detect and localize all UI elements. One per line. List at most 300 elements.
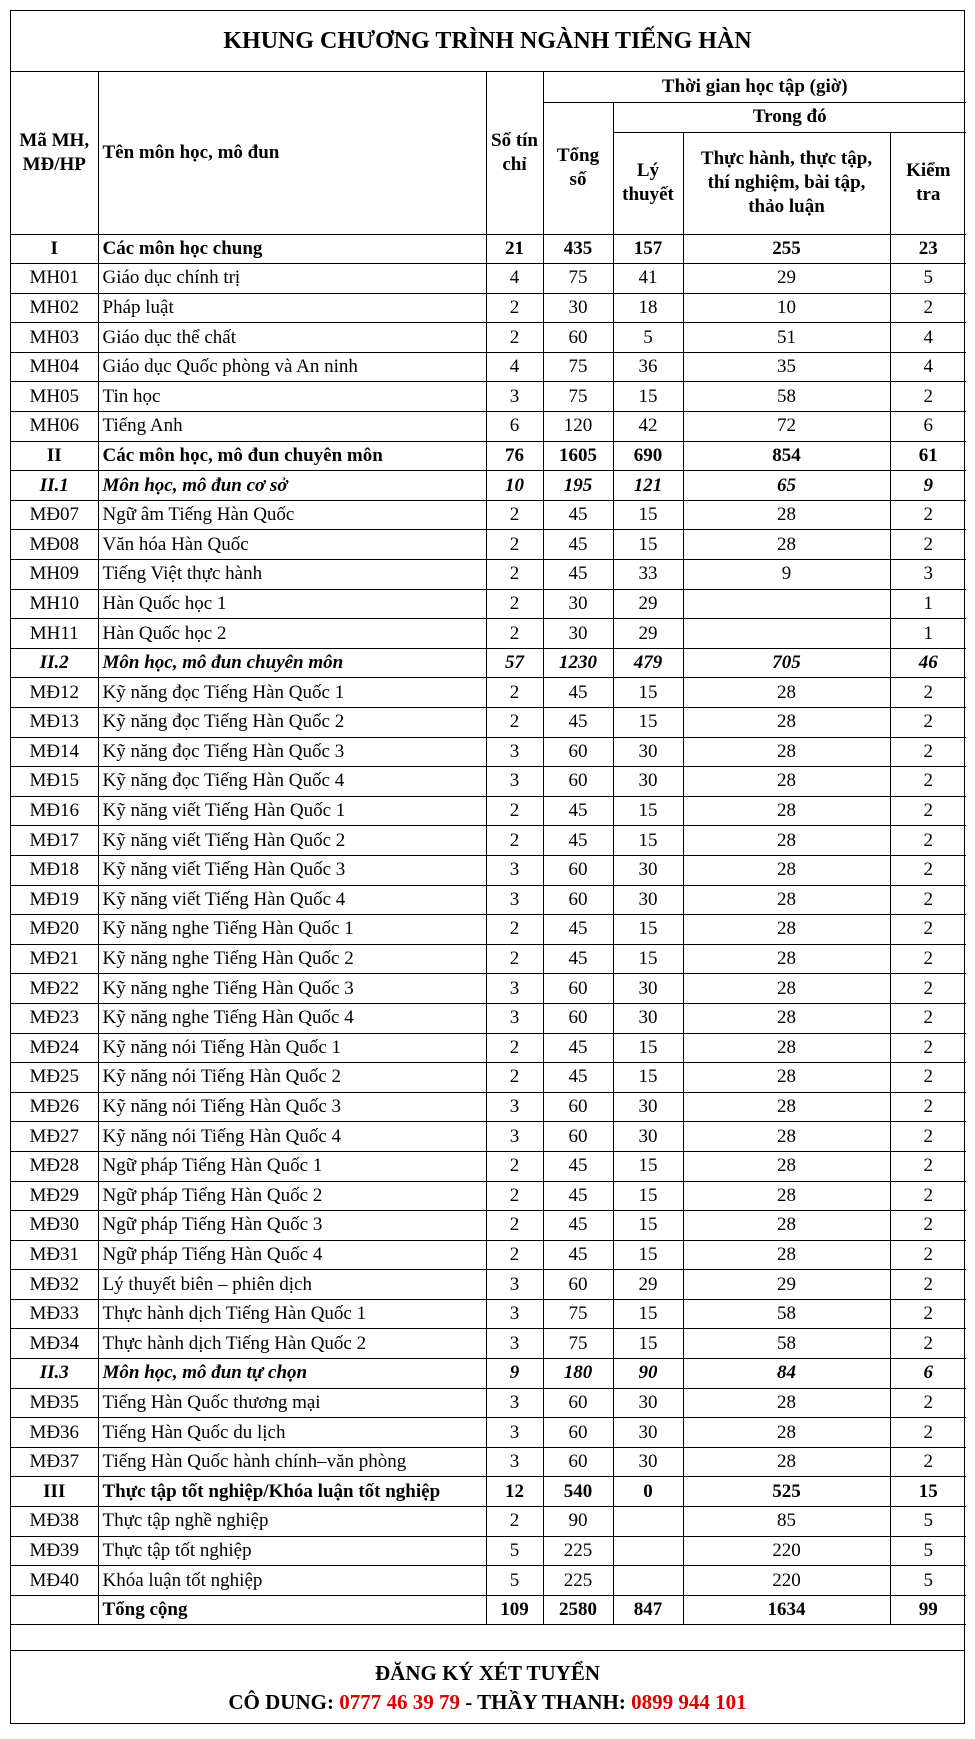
- cell-exam: 2: [890, 1033, 966, 1063]
- table-row: [11, 1418, 966, 1448]
- cell-name: Ngữ pháp Tiếng Hàn Quốc 2: [98, 1181, 486, 1211]
- cell-total: 1605: [543, 441, 613, 471]
- cell-credits: 2: [486, 1151, 543, 1181]
- table-row: [11, 737, 966, 767]
- cell-credits: 3: [486, 1092, 543, 1122]
- table-row: [11, 767, 966, 797]
- cell-exam: 23: [890, 234, 966, 264]
- cell-practice: 29: [683, 264, 890, 294]
- cell-code: MH03: [11, 323, 98, 353]
- cell-credits: 2: [486, 293, 543, 323]
- cell-total: 60: [543, 1418, 613, 1448]
- cell-name: Ngữ pháp Tiếng Hàn Quốc 3: [98, 1211, 486, 1241]
- cell-practice: 28: [683, 915, 890, 945]
- cell-total: 45: [543, 1063, 613, 1093]
- cell-total: 225: [543, 1566, 613, 1596]
- cell-total: 540: [543, 1477, 613, 1507]
- cell-exam: 2: [890, 1388, 966, 1418]
- group-row: [11, 234, 966, 264]
- cell-code: MĐ25: [11, 1063, 98, 1093]
- cell-theory: 15: [613, 1181, 683, 1211]
- cell-name: Kỹ năng nghe Tiếng Hàn Quốc 2: [98, 944, 486, 974]
- table-row: [11, 1329, 966, 1359]
- cell-credits: 2: [486, 1033, 543, 1063]
- contact1-phone[interactable]: 0777 46 39 79: [339, 1690, 460, 1714]
- cell-name: Thực hành dịch Tiếng Hàn Quốc 1: [98, 1299, 486, 1329]
- cell-code: MĐ22: [11, 974, 98, 1004]
- cell-credits: 2: [486, 678, 543, 708]
- table-body: [11, 234, 966, 1625]
- cell-code: MĐ32: [11, 1270, 98, 1300]
- page-title: KHUNG CHƯƠNG TRÌNH NGÀNH TIẾNG HÀN: [11, 11, 964, 72]
- header-theory: Lý thuyết: [613, 132, 683, 234]
- header-exam: Kiểm tra: [890, 132, 966, 234]
- cell-theory: 15: [613, 1329, 683, 1359]
- group-row: [11, 1595, 966, 1625]
- cell-name: Kỹ năng viết Tiếng Hàn Quốc 1: [98, 796, 486, 826]
- table-row: [11, 1566, 966, 1596]
- cell-theory: 15: [613, 826, 683, 856]
- cell-practice: 255: [683, 234, 890, 264]
- cell-theory: 15: [613, 500, 683, 530]
- cell-theory: 36: [613, 352, 683, 382]
- cell-credits: 57: [486, 648, 543, 678]
- cell-credits: 2: [486, 1211, 543, 1241]
- table-row: [11, 264, 966, 294]
- cell-code: MH01: [11, 264, 98, 294]
- cell-theory: 29: [613, 589, 683, 619]
- cell-theory: 15: [613, 1299, 683, 1329]
- cell-exam: 2: [890, 500, 966, 530]
- cell-code: II.2: [11, 648, 98, 678]
- cell-exam: 2: [890, 1418, 966, 1448]
- cell-total: 60: [543, 767, 613, 797]
- table-row: [11, 1151, 966, 1181]
- cell-code: MĐ40: [11, 1566, 98, 1596]
- cell-total: 45: [543, 944, 613, 974]
- cell-theory: 157: [613, 234, 683, 264]
- cell-total: 60: [543, 1270, 613, 1300]
- cell-exam: 5: [890, 1536, 966, 1566]
- cell-exam: 2: [890, 826, 966, 856]
- cell-credits: 3: [486, 1447, 543, 1477]
- header-total: Tổng số: [543, 102, 613, 234]
- cell-credits: 2: [486, 826, 543, 856]
- cell-name: Tiếng Việt thực hành: [98, 560, 486, 590]
- table-row: [11, 560, 966, 590]
- group-row: [11, 441, 966, 471]
- cell-exam: 2: [890, 293, 966, 323]
- cell-name: Tiếng Hàn Quốc du lịch: [98, 1418, 486, 1448]
- cell-credits: 2: [486, 323, 543, 353]
- cell-code: MĐ33: [11, 1299, 98, 1329]
- group-row: [11, 1477, 966, 1507]
- cell-name: Tiếng Hàn Quốc hành chính–văn phòng: [98, 1447, 486, 1477]
- cell-theory: 29: [613, 1270, 683, 1300]
- cell-name: Thực tập tốt nghiệp: [98, 1536, 486, 1566]
- cell-exam: 2: [890, 382, 966, 412]
- cell-practice: 28: [683, 1092, 890, 1122]
- cell-credits: 3: [486, 382, 543, 412]
- cell-practice: 28: [683, 1388, 890, 1418]
- cell-code: MĐ28: [11, 1151, 98, 1181]
- contact2-label: THẦY THANH:: [477, 1690, 632, 1714]
- cell-credits: 3: [486, 1299, 543, 1329]
- cell-credits: 5: [486, 1566, 543, 1596]
- cell-total: 45: [543, 1151, 613, 1181]
- cell-code: MĐ20: [11, 915, 98, 945]
- cell-code: MH09: [11, 560, 98, 590]
- cell-practice: 28: [683, 737, 890, 767]
- cell-exam: 2: [890, 767, 966, 797]
- cell-total: 45: [543, 1033, 613, 1063]
- cell-theory: 90: [613, 1359, 683, 1389]
- cell-total: 60: [543, 855, 613, 885]
- cell-code: MĐ30: [11, 1211, 98, 1241]
- cell-name: Kỹ năng nói Tiếng Hàn Quốc 1: [98, 1033, 486, 1063]
- cell-name: Môn học, mô đun tự chọn: [98, 1359, 486, 1389]
- cell-practice: 28: [683, 708, 890, 738]
- cell-credits: 6: [486, 412, 543, 442]
- header-name: Tên môn học, mô đun: [98, 72, 486, 234]
- cell-total: 60: [543, 1447, 613, 1477]
- cell-exam: 2: [890, 1447, 966, 1477]
- cell-credits: 3: [486, 1270, 543, 1300]
- table-row: [11, 382, 966, 412]
- cell-name: Ngữ âm Tiếng Hàn Quốc: [98, 500, 486, 530]
- cell-practice: 28: [683, 826, 890, 856]
- cell-name: Giáo dục Quốc phòng và An ninh: [98, 352, 486, 382]
- table-row: [11, 1240, 966, 1270]
- cell-exam: 2: [890, 708, 966, 738]
- cell-code: I: [11, 234, 98, 264]
- cell-practice: 28: [683, 1240, 890, 1270]
- cell-total: 1230: [543, 648, 613, 678]
- cell-credits: 2: [486, 1507, 543, 1537]
- cell-theory: 33: [613, 560, 683, 590]
- subgroup-row: [11, 471, 966, 501]
- cell-credits: 2: [486, 915, 543, 945]
- table-row: [11, 1536, 966, 1566]
- cell-name: Tổng cộng: [98, 1595, 486, 1625]
- table-row: [11, 885, 966, 915]
- cell-practice: 28: [683, 1447, 890, 1477]
- cell-exam: 2: [890, 885, 966, 915]
- cell-code: MH06: [11, 412, 98, 442]
- cell-practice: 28: [683, 1211, 890, 1241]
- cell-code: II: [11, 441, 98, 471]
- cell-name: Tin học: [98, 382, 486, 412]
- cell-practice: 28: [683, 678, 890, 708]
- cell-total: 75: [543, 1299, 613, 1329]
- table-row: [11, 708, 966, 738]
- cell-practice: 525: [683, 1477, 890, 1507]
- contact1-label: CÔ DUNG:: [228, 1690, 340, 1714]
- table-row: [11, 855, 966, 885]
- curriculum-table: [11, 72, 966, 1625]
- cell-practice: 28: [683, 974, 890, 1004]
- cell-total: 45: [543, 1211, 613, 1241]
- cell-theory: 5: [613, 323, 683, 353]
- cell-theory: 30: [613, 767, 683, 797]
- cell-theory: 0: [613, 1477, 683, 1507]
- table-row: [11, 944, 966, 974]
- cell-exam: 9: [890, 471, 966, 501]
- table-row: [11, 293, 966, 323]
- cell-code: MĐ26: [11, 1092, 98, 1122]
- cell-exam: 6: [890, 412, 966, 442]
- cell-code: MĐ18: [11, 855, 98, 885]
- cell-practice: 28: [683, 855, 890, 885]
- table-row: [11, 678, 966, 708]
- cell-exam: 2: [890, 1122, 966, 1152]
- cell-total: 60: [543, 1003, 613, 1033]
- cell-code: MĐ15: [11, 767, 98, 797]
- cell-name: Môn học, mô đun chuyên môn: [98, 648, 486, 678]
- cell-code: MĐ23: [11, 1003, 98, 1033]
- cell-theory: 15: [613, 382, 683, 412]
- cell-practice: 72: [683, 412, 890, 442]
- cell-credits: 3: [486, 1329, 543, 1359]
- cell-theory: 121: [613, 471, 683, 501]
- cell-exam: 2: [890, 1270, 966, 1300]
- cell-code: MĐ16: [11, 796, 98, 826]
- cell-practice: [683, 589, 890, 619]
- cell-exam: 15: [890, 1477, 966, 1507]
- cell-name: Thực hành dịch Tiếng Hàn Quốc 2: [98, 1329, 486, 1359]
- cell-exam: 61: [890, 441, 966, 471]
- cell-total: 75: [543, 352, 613, 382]
- table-row: [11, 1270, 966, 1300]
- cell-total: 60: [543, 1122, 613, 1152]
- cell-total: 45: [543, 500, 613, 530]
- cell-exam: 2: [890, 737, 966, 767]
- table-row: [11, 500, 966, 530]
- table-row: [11, 1507, 966, 1537]
- cell-name: Văn hóa Hàn Quốc: [98, 530, 486, 560]
- header-practice: Thực hành, thực tập, thí nghiệm, bài tập, thảo luận: [683, 132, 890, 234]
- cell-exam: 2: [890, 1329, 966, 1359]
- cell-total: 60: [543, 885, 613, 915]
- cell-practice: [683, 619, 890, 649]
- cell-total: 45: [543, 1181, 613, 1211]
- cell-credits: 3: [486, 1418, 543, 1448]
- cell-total: 120: [543, 412, 613, 442]
- cell-credits: 4: [486, 352, 543, 382]
- cell-credits: 2: [486, 1063, 543, 1093]
- cell-code: MĐ24: [11, 1033, 98, 1063]
- cell-theory: 15: [613, 1033, 683, 1063]
- cell-credits: 2: [486, 1181, 543, 1211]
- cell-theory: 15: [613, 1063, 683, 1093]
- cell-code: MĐ36: [11, 1418, 98, 1448]
- cell-total: 45: [543, 826, 613, 856]
- table-row: [11, 1211, 966, 1241]
- cell-code: MĐ39: [11, 1536, 98, 1566]
- cell-practice: 65: [683, 471, 890, 501]
- cell-name: Khóa luận tốt nghiệp: [98, 1566, 486, 1596]
- cell-practice: 28: [683, 1151, 890, 1181]
- cell-name: Giáo dục thể chất: [98, 323, 486, 353]
- cell-exam: 2: [890, 1299, 966, 1329]
- cell-exam: 99: [890, 1595, 966, 1625]
- cell-code: MĐ29: [11, 1181, 98, 1211]
- contact2-phone[interactable]: 0899 944 101: [631, 1690, 747, 1714]
- cell-credits: 12: [486, 1477, 543, 1507]
- cell-practice: 1634: [683, 1595, 890, 1625]
- cell-theory: 18: [613, 293, 683, 323]
- cell-practice: 854: [683, 441, 890, 471]
- cell-theory: 30: [613, 885, 683, 915]
- cell-name: Kỹ năng nói Tiếng Hàn Quốc 4: [98, 1122, 486, 1152]
- cell-practice: 29: [683, 1270, 890, 1300]
- cell-total: 195: [543, 471, 613, 501]
- cell-practice: 28: [683, 530, 890, 560]
- cell-code: MĐ38: [11, 1507, 98, 1537]
- cell-practice: 28: [683, 500, 890, 530]
- cell-credits: 2: [486, 589, 543, 619]
- cell-exam: 2: [890, 1003, 966, 1033]
- cell-name: Hàn Quốc học 2: [98, 619, 486, 649]
- table-row: [11, 915, 966, 945]
- header-credits: Số tín chỉ: [486, 72, 543, 234]
- table-row: [11, 1003, 966, 1033]
- cell-name: Kỹ năng nghe Tiếng Hàn Quốc 1: [98, 915, 486, 945]
- cell-theory: 30: [613, 1418, 683, 1448]
- cell-practice: 58: [683, 1329, 890, 1359]
- table-row: [11, 1299, 966, 1329]
- cell-total: 225: [543, 1536, 613, 1566]
- header-among: Trong đó: [613, 102, 966, 132]
- cell-practice: 51: [683, 323, 890, 353]
- cell-exam: 2: [890, 678, 966, 708]
- cell-credits: 109: [486, 1595, 543, 1625]
- table-row: [11, 1181, 966, 1211]
- cell-theory: 29: [613, 619, 683, 649]
- cell-theory: 30: [613, 1388, 683, 1418]
- cell-exam: 3: [890, 560, 966, 590]
- cell-theory: 30: [613, 1092, 683, 1122]
- cell-name: Môn học, mô đun cơ sở: [98, 471, 486, 501]
- cell-code: MĐ08: [11, 530, 98, 560]
- cell-practice: 28: [683, 885, 890, 915]
- cell-practice: 28: [683, 1063, 890, 1093]
- cell-exam: 1: [890, 589, 966, 619]
- cell-code: MH04: [11, 352, 98, 382]
- cell-name: Kỹ năng viết Tiếng Hàn Quốc 3: [98, 855, 486, 885]
- cell-total: 180: [543, 1359, 613, 1389]
- table-row: [11, 530, 966, 560]
- cell-total: 60: [543, 974, 613, 1004]
- cell-code: III: [11, 1477, 98, 1507]
- cell-theory: 847: [613, 1595, 683, 1625]
- cell-theory: 30: [613, 737, 683, 767]
- cell-total: 60: [543, 1388, 613, 1418]
- subgroup-row: [11, 648, 966, 678]
- cell-credits: 3: [486, 885, 543, 915]
- cell-practice: 28: [683, 1122, 890, 1152]
- cell-code: MĐ12: [11, 678, 98, 708]
- cell-exam: 2: [890, 1181, 966, 1211]
- cell-theory: 15: [613, 708, 683, 738]
- cell-credits: 3: [486, 767, 543, 797]
- cell-total: 90: [543, 1507, 613, 1537]
- cell-theory: 42: [613, 412, 683, 442]
- cell-practice: 28: [683, 1003, 890, 1033]
- cell-name: Thực tập tốt nghiệp/Khóa luận tốt nghiệp: [98, 1477, 486, 1507]
- cell-practice: 28: [683, 1033, 890, 1063]
- table-row: [11, 1388, 966, 1418]
- cell-exam: 5: [890, 264, 966, 294]
- cell-exam: 2: [890, 1240, 966, 1270]
- cell-exam: 4: [890, 323, 966, 353]
- cell-exam: 6: [890, 1359, 966, 1389]
- cell-exam: 2: [890, 1092, 966, 1122]
- cell-practice: 28: [683, 944, 890, 974]
- cell-theory: 479: [613, 648, 683, 678]
- cell-name: Kỹ năng đọc Tiếng Hàn Quốc 2: [98, 708, 486, 738]
- cell-credits: 9: [486, 1359, 543, 1389]
- cell-total: 60: [543, 1092, 613, 1122]
- cell-total: 45: [543, 1240, 613, 1270]
- cell-theory: 30: [613, 855, 683, 885]
- cell-credits: 2: [486, 619, 543, 649]
- cell-theory: 15: [613, 678, 683, 708]
- cell-theory: 41: [613, 264, 683, 294]
- cell-exam: 2: [890, 796, 966, 826]
- cell-exam: 46: [890, 648, 966, 678]
- cell-total: 45: [543, 796, 613, 826]
- table-row: [11, 412, 966, 442]
- table-row: [11, 1063, 966, 1093]
- cell-credits: 4: [486, 264, 543, 294]
- cell-name: Kỹ năng viết Tiếng Hàn Quốc 4: [98, 885, 486, 915]
- contact-line: [11, 1690, 964, 1715]
- table-row: [11, 352, 966, 382]
- cell-code: MĐ19: [11, 885, 98, 915]
- cell-credits: 3: [486, 737, 543, 767]
- cell-code: II.1: [11, 471, 98, 501]
- cell-code: MH05: [11, 382, 98, 412]
- table-row: [11, 974, 966, 1004]
- cell-name: Kỹ năng đọc Tiếng Hàn Quốc 3: [98, 737, 486, 767]
- cell-name: Kỹ năng đọc Tiếng Hàn Quốc 4: [98, 767, 486, 797]
- cell-theory: [613, 1536, 683, 1566]
- cell-practice: 220: [683, 1566, 890, 1596]
- cell-name: Thực tập nghề nghiệp: [98, 1507, 486, 1537]
- cell-practice: 58: [683, 382, 890, 412]
- cell-name: Các môn học, mô đun chuyên môn: [98, 441, 486, 471]
- table-row: [11, 619, 966, 649]
- cell-credits: 5: [486, 1536, 543, 1566]
- cell-theory: 15: [613, 1211, 683, 1241]
- cell-name: Các môn học chung: [98, 234, 486, 264]
- cell-credits: 2: [486, 796, 543, 826]
- cell-theory: 15: [613, 796, 683, 826]
- cell-theory: 15: [613, 944, 683, 974]
- table-row: [11, 1447, 966, 1477]
- cell-exam: 2: [890, 1211, 966, 1241]
- cell-credits: 2: [486, 560, 543, 590]
- cell-code: MĐ35: [11, 1388, 98, 1418]
- cell-code: MĐ07: [11, 500, 98, 530]
- header-time: Thời gian học tập (giờ): [543, 72, 966, 102]
- registration-title: ĐĂNG KÝ XÉT TUYỂN: [374, 1661, 600, 1685]
- cell-code: MĐ14: [11, 737, 98, 767]
- cell-credits: 3: [486, 1122, 543, 1152]
- cell-practice: 28: [683, 796, 890, 826]
- cell-practice: 9: [683, 560, 890, 590]
